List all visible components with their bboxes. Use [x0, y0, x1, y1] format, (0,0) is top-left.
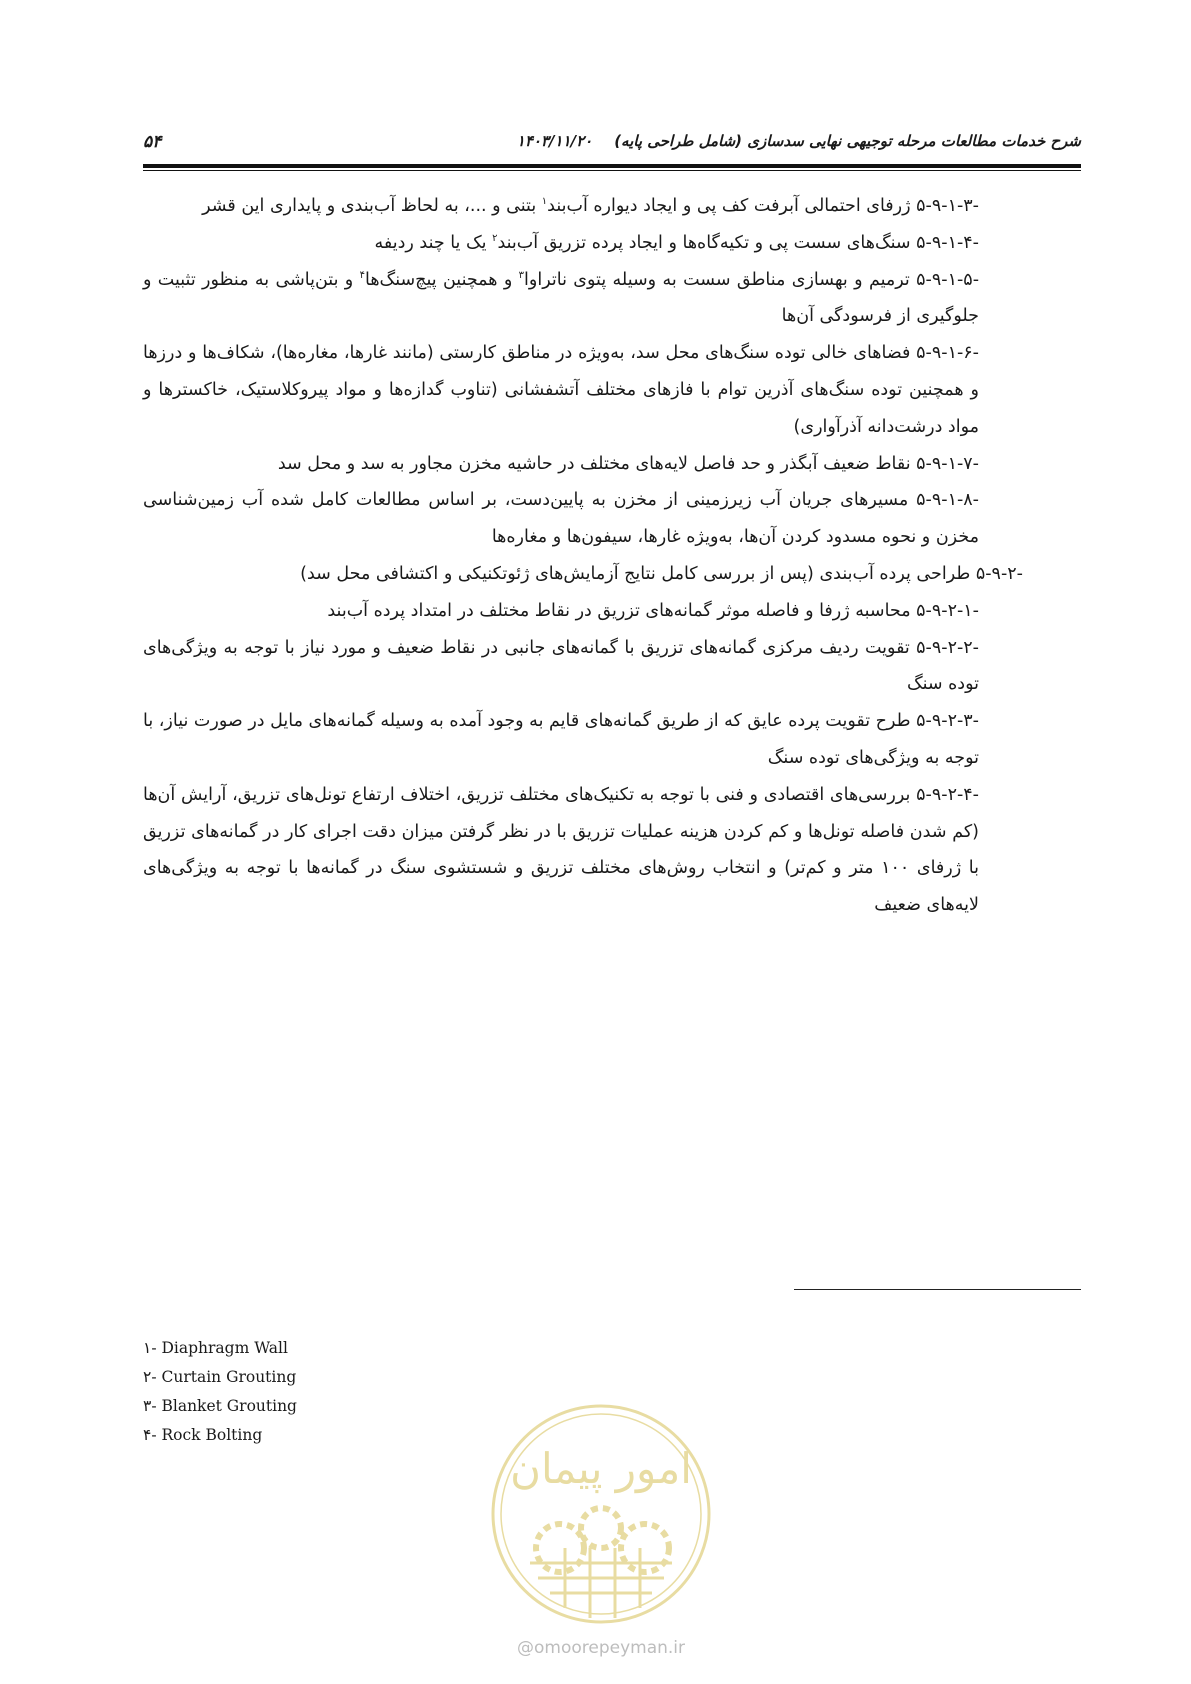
footnote-separator	[794, 1289, 1081, 1290]
website-watermark[interactable]: @omoorepeyman.ir	[516, 1638, 686, 1658]
section-number: ۵-۹-۱-۷-	[916, 453, 979, 474]
section-number: ۵-۹-۱-۶-	[916, 343, 979, 364]
footnote-ref[interactable]: ۳	[518, 269, 525, 281]
header-title: شرح خدمات مطالعات مرحله توجیهی نهایی سدسازی (شامل طراحی پایه)	[614, 132, 1081, 150]
paragraph-text: محاسبه ژرفا و فاصله موثر گمانه‌های تزریق در نقاط مختلف در امتداد پرده آب‌بند	[327, 600, 917, 621]
paragraph-5-9-2-1	[143, 593, 979, 630]
paragraph-text: مسیرهای جریان آب زیرزمینی از مخزن به پایین‌دست، بر اساس مطالعات کامل شده آب زمین‌شناسی مخزن و نحوه مسدود کردن آن‌ها، به‌ویژه غارها، سیفون‌ها و مغاره‌ها	[143, 490, 979, 548]
paragraph-text: طراحی پرده آب‌بندی (پس از بررسی کامل نتایج آزمایش‌های ژئوتکنیکی و اکتشافی محل سد)	[300, 563, 976, 584]
paragraph-text-cont: بتنی و ...، به لحاظ آب‌بندی و پایداری این قشر	[202, 196, 542, 216]
paragraph-text: ترمیم و بهسازی مناطق سست به وسیله پتوی ناتراوا	[524, 269, 917, 290]
paragraph-5-9-2-2	[143, 630, 979, 704]
page-number: ۵۴	[143, 132, 162, 152]
paragraph-5-9-1-5	[143, 262, 979, 336]
paragraph-text-cont-2: و بتن‌پاشی به منظور تثبیت و جلوگیری از فرسودگی آن‌ها	[143, 269, 979, 327]
stamp-text: امور پیمان	[510, 1444, 692, 1493]
paragraph-text: بررسی‌های اقتصادی و فنی با توجه به تکنیک‌های مختلف تزریق، اختلاف ارتفاع تونل‌های تزریق، آرایش آن‌ها (کم شدن فاصله تونل‌ها و کم کردن هزینه عملیات تزریق با در نظر گرفتن میزان دقت اجرای کار در گمانه‌های تزریق با ژرفای ۱۰۰ متر و کم‌تر) و انتخاب روش‌های مختلف تزریق و شستشوی سنگ در گمانه‌ها با توجه به ویژگی‌های لایه‌های ضعیف	[143, 784, 979, 916]
stamp-seal-icon	[490, 1403, 712, 1625]
section-number: ۵-۹-۱-۵-	[916, 269, 980, 290]
footnote-1: ۱- Diaphragm Wall	[143, 1339, 288, 1357]
footnotes	[143, 1334, 297, 1450]
header-date: ۱۴۰۳/۱۱/۲۰	[516, 132, 593, 150]
paragraph-5-9-1-8	[143, 482, 979, 556]
section-number: ۵-۹-۲-۱-	[916, 600, 979, 621]
section-number: ۵-۹-۲-	[975, 563, 1023, 584]
paragraph-text: نقاط ضعیف آبگذر و حد فاصل لایه‌های مختلف در حاشیه مخزن مجاور به سد و محل سد	[277, 453, 917, 474]
header-rule-thin	[143, 170, 1081, 171]
footnote-ref-2[interactable]: ۴	[359, 269, 365, 281]
section-number: ۵-۹-۲-۳-	[916, 711, 979, 732]
paragraph-5-9-2-3	[143, 703, 979, 777]
section-number: ۵-۹-۲-۴-	[916, 784, 979, 805]
footnote-2: ۲- Curtain Grouting	[143, 1368, 297, 1386]
section-number: ۵-۹-۱-۸-	[916, 490, 979, 511]
footnote-ref[interactable]: ۲	[492, 232, 498, 244]
paragraph-5-9-1-7	[143, 446, 979, 483]
paragraph-5-9-1-6	[143, 335, 979, 445]
section-number: ۵-۹-۲-۲-	[916, 637, 979, 658]
running-title	[517, 132, 1081, 150]
paragraph-5-9-2	[143, 556, 1023, 593]
footnote-3: ۳- Blanket Grouting	[143, 1397, 297, 1415]
paragraph-5-9-1-3	[143, 188, 979, 225]
paragraph-5-9-2-4	[143, 777, 979, 924]
footnote-ref[interactable]: ۱	[541, 196, 548, 208]
section-number: ۵-۹-۱-۳-	[916, 196, 979, 216]
paragraph-text: فضاهای خالی توده سنگ‌های محل سد، به‌ویژه در مناطق کارستی (مانند غارها، مغاره‌ها)، شکاف‌ها و درزها و همچنین توده سنگ‌های آذرین توام با فازهای مختلف آتشفشانی (تناوب گدازه‌ها و مواد پیروکلاستیک، خاکسترها و مواد درشت‌دانه آذرآواری)	[143, 343, 979, 437]
paragraph-text: تقویت ردیف مرکزی گمانه‌های تزریق با گمانه‌های جانبی در نقاط ضعیف و مورد نیاز با توجه به ویژگی‌های توده سنگ	[143, 637, 979, 695]
paragraph-text: طرح تقویت پرده عایق که از طریق گمانه‌های قایم به وجود آمده به وسیله گمانه‌های مایل در صورت نیاز، با توجه به ویژگی‌های توده سنگ	[143, 711, 979, 768]
paragraph-text-cont: یک یا چند ردیفه	[374, 232, 493, 253]
section-number: ۵-۹-۱-۴-	[916, 232, 979, 253]
document-body	[143, 188, 1023, 924]
paragraph-5-9-1-4	[143, 225, 979, 262]
paragraph-text-cont: و همچنین پیچ‌سنگ‌ها	[365, 269, 519, 290]
paragraph-text: ژرفای احتمالی آبرفت کف پی و ایجاد دیواره آب‌بند	[547, 196, 917, 216]
paragraph-text: سنگ‌های سست پی و تکیه‌گاه‌ها و ایجاد پرده تزریق آب‌بند	[497, 232, 917, 253]
footnote-4: ۴- Rock Bolting	[143, 1426, 263, 1444]
header-rule-thick	[143, 164, 1081, 168]
